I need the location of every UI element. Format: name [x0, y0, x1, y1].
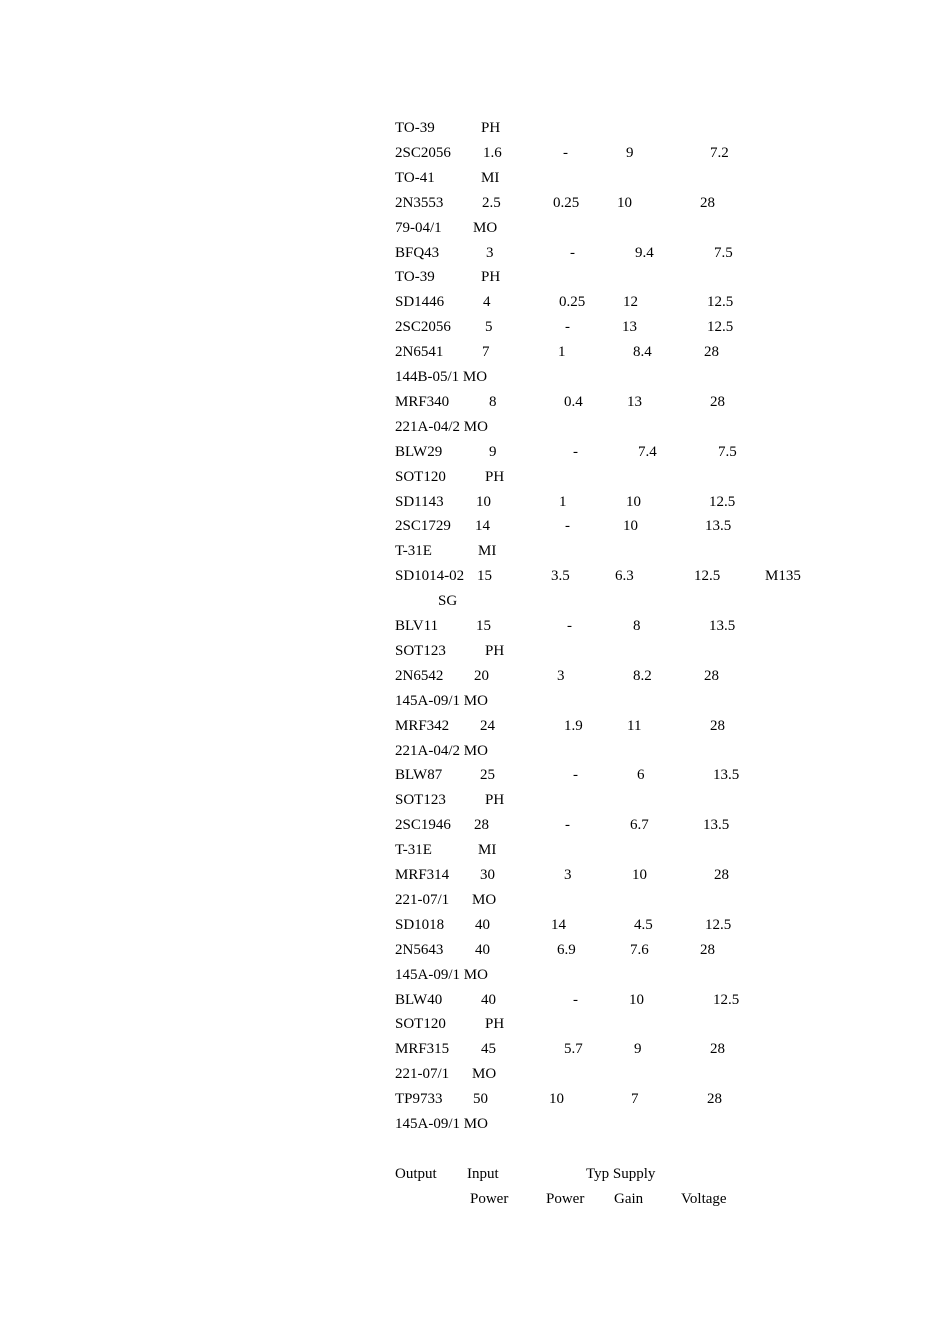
- table-cell: 28: [474, 817, 489, 834]
- column-header-line-2: [0, 1189, 950, 1214]
- table-cell: T-31E: [395, 543, 432, 560]
- table-row: [0, 616, 950, 641]
- table-cell: 45: [481, 1041, 496, 1058]
- table-cell: M135: [765, 568, 801, 585]
- table-cell: 8: [489, 393, 497, 410]
- table-cell: 221A-04/2 MO: [395, 742, 488, 759]
- table-cell: 3: [486, 244, 494, 261]
- table-cell: T-31E: [395, 842, 432, 859]
- table-cell: 2SC1729: [395, 518, 451, 535]
- table-cell: MRF315: [395, 1041, 450, 1058]
- table-row: [0, 641, 950, 666]
- table-cell: SOT123: [395, 792, 446, 809]
- table-row: [0, 143, 950, 168]
- table-row: [0, 890, 950, 915]
- table-cell: 7: [482, 344, 490, 361]
- table-cell: 12.5: [707, 294, 734, 311]
- table-row: [0, 218, 950, 243]
- table-cell: 4: [483, 294, 491, 311]
- table-cell: 12.5: [709, 493, 736, 510]
- table-cell: -: [565, 319, 570, 336]
- table-cell: 221-07/1: [395, 891, 450, 908]
- table-cell: SOT123: [395, 642, 446, 659]
- table-row: [0, 915, 950, 940]
- table-cell: 7: [631, 1091, 639, 1108]
- table-row: [0, 666, 950, 691]
- table-cell: 79-04/1: [395, 219, 442, 236]
- table-cell: 5: [485, 319, 493, 336]
- table-cell: 15: [476, 618, 491, 634]
- table-cell: 6.3: [615, 568, 634, 585]
- table-cell: 7.6: [630, 941, 649, 958]
- table-cell: 145A-09/1 MO: [395, 1116, 488, 1132]
- table-cell: 40: [475, 941, 490, 958]
- table-row: [0, 243, 950, 268]
- table-cell: 12.5: [707, 319, 734, 336]
- table-row: [0, 940, 950, 965]
- table-cell: 40: [481, 991, 496, 1008]
- table-cell: 221A-04/2 MO: [395, 418, 488, 435]
- table-cell: 50: [473, 1091, 488, 1108]
- table-cell: 20: [474, 667, 489, 684]
- table-cell: 24: [480, 717, 495, 734]
- table-cell: 40: [475, 916, 490, 933]
- column-header: Power: [470, 1190, 509, 1207]
- table-cell: 8: [633, 618, 641, 634]
- table-cell: MI: [478, 842, 497, 859]
- table-cell: 10: [629, 991, 644, 1008]
- table-cell: 28: [704, 667, 719, 684]
- table-cell: -: [565, 817, 570, 834]
- table-cell: 5.7: [564, 1041, 583, 1058]
- table-cell: 28: [710, 717, 725, 734]
- table-cell: 9: [489, 443, 497, 460]
- table-cell: 28: [700, 941, 715, 958]
- table-cell: 8.4: [633, 344, 652, 361]
- table-cell: 28: [714, 867, 729, 883]
- table-cell: 28: [707, 1091, 722, 1108]
- table-cell: 6.9: [557, 941, 576, 958]
- table-row: [0, 1039, 950, 1064]
- table-cell: -: [573, 991, 578, 1008]
- table-cell: TP9733: [395, 1091, 443, 1108]
- table-row: [0, 467, 950, 492]
- table-cell: 13.5: [705, 518, 732, 535]
- table-cell: 28: [704, 344, 719, 361]
- table-cell: 2N6541: [395, 344, 444, 361]
- table-row: [0, 541, 950, 566]
- table-cell: 14: [551, 916, 566, 933]
- table-row: [0, 741, 950, 766]
- table-cell: 145A-09/1 MO: [395, 966, 488, 983]
- table-row: [0, 417, 950, 442]
- table-cell: SG: [438, 593, 458, 610]
- table-row: [0, 492, 950, 517]
- table-cell: -: [573, 443, 578, 460]
- table-cell: 2N3553: [395, 194, 444, 211]
- table-cell: 12.5: [694, 568, 721, 585]
- table-cell: 4.5: [634, 916, 653, 933]
- table-cell: 10: [626, 493, 641, 510]
- table-row: [0, 292, 950, 317]
- table-row: [0, 118, 950, 143]
- table-row: [0, 442, 950, 467]
- table-cell: PH: [485, 792, 505, 809]
- table-cell: 0.25: [553, 194, 580, 211]
- table-cell: SD1014-02: [395, 568, 465, 585]
- table-cell: BLW87: [395, 767, 443, 784]
- table-row: [0, 1114, 950, 1139]
- table-cell: -: [570, 244, 575, 261]
- table-row: [0, 566, 950, 591]
- table-row: [0, 691, 950, 716]
- table-cell: PH: [485, 1016, 505, 1033]
- table-cell: 12: [623, 294, 638, 311]
- table-cell: SOT120: [395, 1016, 446, 1033]
- table-row: [0, 716, 950, 741]
- table-cell: 14: [475, 518, 490, 535]
- table-row: [0, 1064, 950, 1089]
- table-cell: -: [565, 518, 570, 535]
- table-cell: 2.5: [482, 194, 501, 211]
- table-cell: MI: [481, 169, 500, 186]
- table-cell: TO-41: [395, 169, 435, 186]
- table-cell: 15: [477, 568, 492, 585]
- table-cell: BLW40: [395, 991, 443, 1008]
- table-cell: 3: [564, 867, 572, 883]
- table-cell: 28: [700, 194, 715, 211]
- table-cell: 2N6542: [395, 667, 444, 684]
- table-cell: 10: [617, 194, 632, 211]
- table-cell: 3.5: [551, 568, 570, 585]
- table-cell: 1: [559, 493, 567, 510]
- table-cell: 10: [476, 493, 491, 510]
- table-cell: 2SC1946: [395, 817, 451, 834]
- table-cell: SD1018: [395, 916, 445, 933]
- table-cell: 7.5: [714, 244, 733, 261]
- table-cell: MO: [472, 891, 497, 908]
- column-header: Output: [395, 1166, 437, 1182]
- table-cell: PH: [481, 269, 501, 286]
- table-cell: MO: [472, 1066, 497, 1083]
- table-cell: -: [563, 144, 568, 161]
- table-row: [0, 317, 950, 342]
- table-cell: 1: [558, 344, 566, 361]
- table-cell: 12.5: [705, 916, 732, 933]
- table-cell: 13.5: [709, 618, 736, 634]
- table-cell: 9.4: [635, 244, 654, 261]
- table-cell: MO: [473, 219, 498, 236]
- table-cell: 0.25: [559, 294, 586, 311]
- column-header: Input: [467, 1166, 499, 1182]
- table-cell: 6: [637, 767, 645, 784]
- table-cell: 7.5: [718, 443, 737, 460]
- table-row: [0, 392, 950, 417]
- table-cell: 2SC2056: [395, 319, 451, 336]
- table-cell: 25: [480, 767, 495, 784]
- table-cell: BLW29: [395, 443, 443, 460]
- table-cell: 144B-05/1 MO: [395, 369, 488, 385]
- table-cell: 13: [627, 393, 642, 410]
- table-cell: BLV11: [395, 618, 439, 634]
- table-cell: PH: [485, 642, 505, 659]
- table-cell: 1.9: [564, 717, 583, 734]
- table-cell: 28: [710, 393, 725, 410]
- table-cell: 1.6: [483, 144, 502, 161]
- table-cell: 7.4: [638, 443, 657, 460]
- table-cell: 145A-09/1 MO: [395, 692, 488, 709]
- table-cell: 12.5: [713, 991, 740, 1008]
- column-header: Power: [546, 1190, 585, 1207]
- table-cell: SD1446: [395, 294, 445, 311]
- table-cell: 10: [623, 518, 638, 535]
- table-cell: 8.2: [633, 667, 652, 684]
- table-row: [0, 790, 950, 815]
- table-row: [0, 1089, 950, 1114]
- table-cell: 221-07/1: [395, 1066, 450, 1083]
- table-row: [0, 990, 950, 1015]
- table-cell: 2N5643: [395, 941, 444, 958]
- table-cell: 3: [557, 667, 565, 684]
- table-row: [0, 516, 950, 541]
- table-row: [0, 815, 950, 840]
- table-cell: 0.4: [564, 393, 583, 410]
- table-row: [0, 267, 950, 292]
- table-cell: 2SC2056: [395, 144, 451, 161]
- table-row: [0, 168, 950, 193]
- table-cell: TO-39: [395, 120, 435, 136]
- table-cell: 28: [710, 1041, 725, 1058]
- table-cell: MRF342: [395, 717, 450, 734]
- table-cell: -: [573, 767, 578, 784]
- table-row: [0, 193, 950, 218]
- table-cell: 9: [626, 144, 634, 161]
- table-cell: TO-39: [395, 269, 435, 286]
- table-cell: MRF314: [395, 867, 450, 883]
- table-cell: PH: [485, 468, 505, 485]
- table-row: [0, 367, 950, 392]
- table-row: [0, 342, 950, 367]
- column-header: Typ Supply: [586, 1166, 656, 1182]
- table-row: [0, 965, 950, 990]
- table-cell: SOT120: [395, 468, 446, 485]
- table-row: [0, 765, 950, 790]
- table-cell: 30: [480, 867, 495, 883]
- table-cell: -: [567, 618, 572, 634]
- table-cell: PH: [481, 120, 501, 136]
- table-cell: SD1143: [395, 493, 444, 510]
- table-cell: 6.7: [630, 817, 649, 834]
- column-header-line-1: [0, 1164, 950, 1189]
- table-cell: 11: [627, 717, 642, 734]
- table-cell: 10: [632, 867, 647, 883]
- table-row: [0, 591, 950, 616]
- column-header: Gain: [614, 1190, 644, 1207]
- table-row: [0, 840, 950, 865]
- table-row: [0, 865, 950, 890]
- table-cell: 10: [549, 1091, 564, 1108]
- table-cell: BFQ43: [395, 244, 440, 261]
- table-cell: 13.5: [713, 767, 740, 784]
- table-cell: 13.5: [703, 817, 730, 834]
- table-cell: 7.2: [710, 144, 729, 161]
- table-cell: 13: [622, 319, 637, 336]
- table-cell: MI: [478, 543, 497, 560]
- table-row: [0, 1014, 950, 1039]
- table-cell: 9: [634, 1041, 642, 1058]
- column-header: Voltage: [681, 1190, 727, 1207]
- table-cell: MRF340: [395, 393, 450, 410]
